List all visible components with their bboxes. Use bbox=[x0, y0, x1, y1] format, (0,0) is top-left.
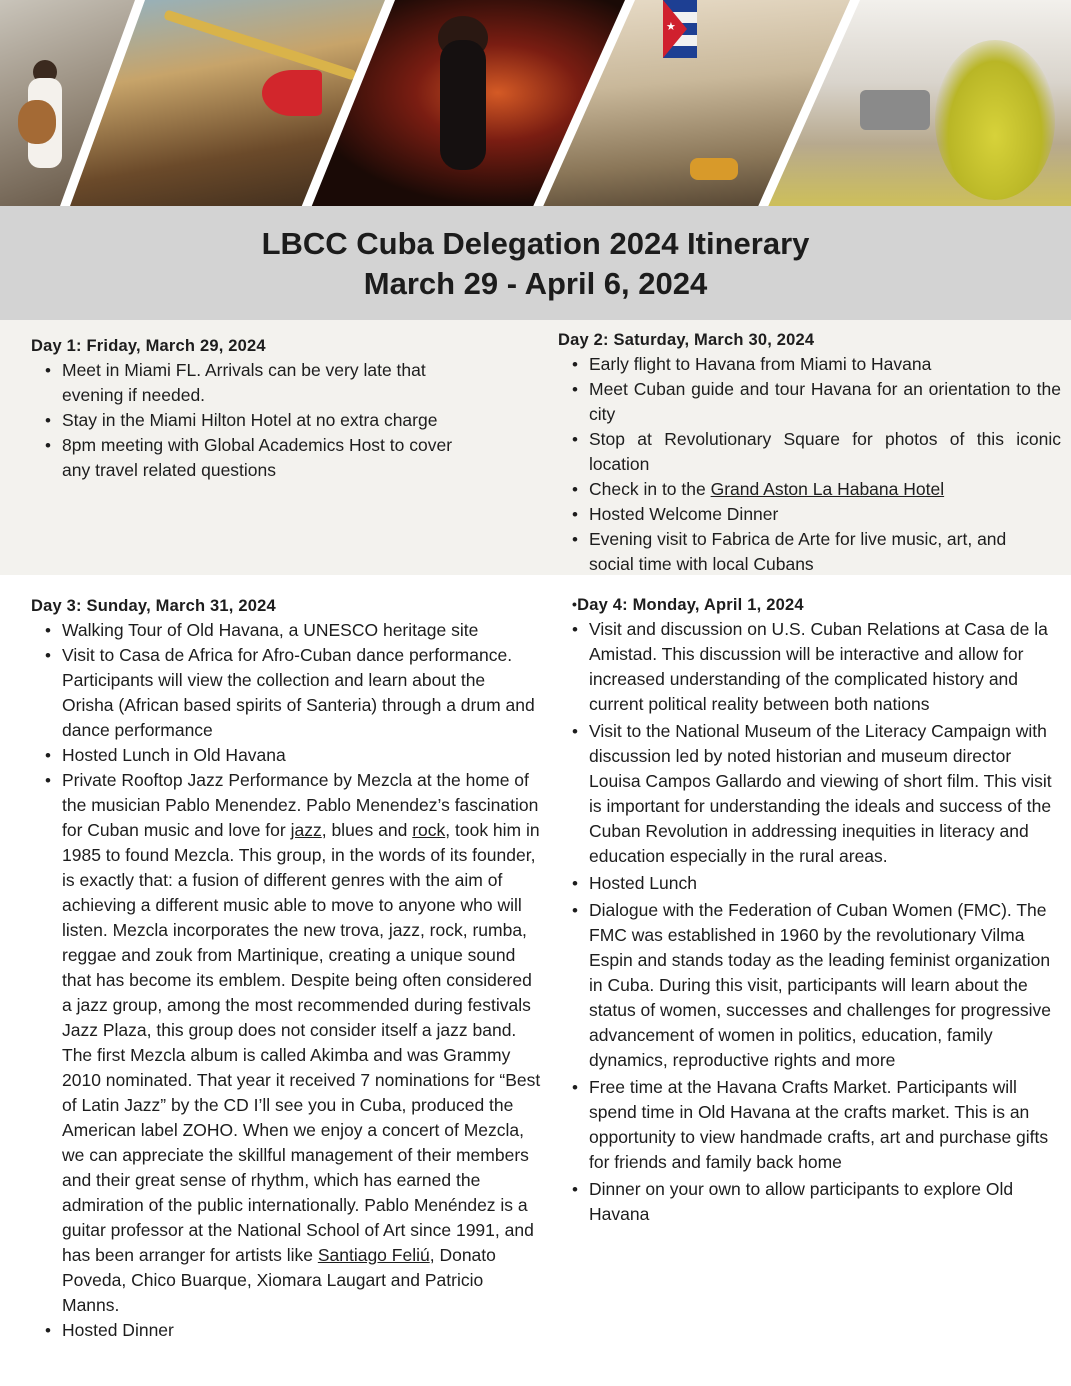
trumpet-bell-shape bbox=[262, 70, 322, 116]
day-1-section bbox=[31, 335, 476, 483]
header-photo-collage bbox=[0, 0, 1071, 206]
list-item: • Walking Tour of Old Havana, a UNESCO heritage site bbox=[31, 618, 541, 643]
dancer-dress-shape bbox=[935, 40, 1055, 200]
list-item: • Hosted Welcome Dinner bbox=[558, 502, 1061, 527]
cuba-flag-icon: ★ bbox=[663, 0, 697, 58]
list-item: • Visit and discussion on U.S. Cuban Relations at Casa de la Amistad. This discussion will be interactive and allow for increased understanding of the complicated history and current political reality between both nations bbox=[558, 617, 1063, 717]
day-4-title-text: Day 4: Monday, April 1, 2024 bbox=[577, 596, 804, 614]
list-item: • Dialogue with the Federation of Cuban Women (FMC). The FMC was established in 1960 by the revolutionary Vilma Espin and stands today as the leading feminist organization in Cuba. During this visit, participants will learn about the status of women, successes and challenges for progressive advancement of women in politics, education, family dynamics, reproductive rights and more bbox=[558, 898, 1063, 1073]
drum-shape bbox=[860, 90, 930, 130]
title-line-2: March 29 - April 6, 2024 bbox=[363, 266, 708, 301]
list-item: • Meet in Miami FL. Arrivals can be very late that evening if needed. bbox=[31, 358, 476, 408]
guitar-shape bbox=[18, 100, 56, 144]
day-2-section bbox=[558, 329, 1061, 577]
list-item bbox=[558, 477, 1061, 502]
hotel-link[interactable]: Grand Aston La Habana Hotel bbox=[710, 479, 945, 499]
list-item: • Free time at the Havana Crafts Market. Participants will spend time in Old Havana at the crafts market. This is an opportunity to view handmade crafts, art and purchase gifts for friends and family back home bbox=[558, 1075, 1063, 1175]
day-4-title-bullet: • bbox=[572, 596, 578, 612]
list-item: • Hosted Lunch in Old Havana bbox=[31, 743, 541, 768]
santiago-feliu-link[interactable]: Santiago Feliú bbox=[317, 1245, 430, 1265]
list-item: • Hosted Lunch bbox=[558, 871, 1063, 896]
list-item-text: Private Rooftop Jazz Performance by Mezcla at the home of the musician Pablo Menendez. Pablo Menendez’s fascination for Cuban music and love for bbox=[62, 770, 539, 840]
day-3-list bbox=[31, 618, 541, 1343]
list-item: • Visit to Casa de Africa for Afro-Cuban dance performance. Participants will view the collection and learn about the Orisha (African based spirits of Santeria) through a drum and dance performance bbox=[31, 643, 541, 743]
list-item: • Stop at Revolutionary Square for photos of this iconic location bbox=[558, 427, 1061, 477]
rock-link[interactable]: rock bbox=[412, 820, 446, 840]
vintage-car-shape bbox=[690, 158, 738, 180]
list-item-text: , took him in 1985 to found Mezcla. This group, in the words of its founder, is exactly that: a fusion of different genres with the aim of achieving a different music able to move to anyone who will listen. Mezcla incorporates the new trova, jazz, rock, rumba, reggae and zouk from Martinique, creating a unique sound that has become its emblem. Despite being often considered a jazz group, among the most recommended during festivals Jazz Plaza, this group does not consider itself a jazz band. The first Mezcla album is called Akimba and was Grammy 2010 nominated. That year it received 7 nominations for “Best of Latin Jazz” by the CD I’ll see you in Cuba, produced the American label ZOHO. When we enjoy a concert of Mezcla, we can appreciate the skillful management of their members and their great sense of rhythm, which has earned the admiration of the public internationally. Pablo Menéndez is a guitar professor at the National School of Art since 1991, and has been arranger for artists like bbox=[62, 820, 541, 1265]
list-item-text: , blues and bbox=[321, 820, 413, 840]
day-4-list bbox=[558, 617, 1063, 1227]
list-item: • Stay in the Miami Hilton Hotel at no extra charge bbox=[31, 408, 476, 433]
singer-body-shape bbox=[440, 40, 486, 170]
day-1-list bbox=[31, 358, 476, 483]
day-3-title: Day 3: Sunday, March 31, 2024 bbox=[31, 597, 276, 615]
title-line-1: LBCC Cuba Delegation 2024 Itinerary bbox=[261, 226, 810, 261]
list-item: • Dinner on your own to allow participants to explore Old Havana bbox=[558, 1177, 1063, 1227]
title-band bbox=[0, 206, 1071, 320]
list-item-text: Check in to the bbox=[589, 479, 711, 499]
list-item: • Meet Cuban guide and tour Havana for an orientation to the city bbox=[558, 377, 1061, 427]
day-1-title: Day 1: Friday, March 29, 2024 bbox=[31, 337, 266, 355]
list-item: • Evening visit to Fabrica de Arte for live music, art, and social time with local Cubans bbox=[558, 527, 1061, 577]
jazz-link[interactable]: jazz bbox=[290, 820, 322, 840]
list-item: • Hosted Dinner bbox=[31, 1318, 541, 1343]
list-item: • 8pm meeting with Global Academics Host to cover any travel related questions bbox=[31, 433, 476, 483]
day-2-list bbox=[558, 352, 1061, 577]
day-3-section bbox=[31, 595, 541, 1343]
list-item-text: , Donato Poveda, Chico Buarque, Xiomara Laugart and Patricio Manns. bbox=[62, 1245, 496, 1315]
document-title bbox=[0, 206, 1071, 304]
day-4-title bbox=[558, 593, 1063, 616]
list-item: • Visit to the National Museum of the Literacy Campaign with discussion led by noted historian and museum director Louisa Campos Gallardo and viewing of short film. This visit is important for understanding the ideals and success of the Cuban Revolution in addressing inequities in literacy and education especially in the rural areas. bbox=[558, 719, 1063, 869]
day-2-title: Day 2: Saturday, March 30, 2024 bbox=[558, 331, 815, 349]
list-item bbox=[31, 768, 541, 1318]
day-4-section bbox=[558, 593, 1063, 1227]
list-item: • Early flight to Havana from Miami to Havana bbox=[558, 352, 1061, 377]
